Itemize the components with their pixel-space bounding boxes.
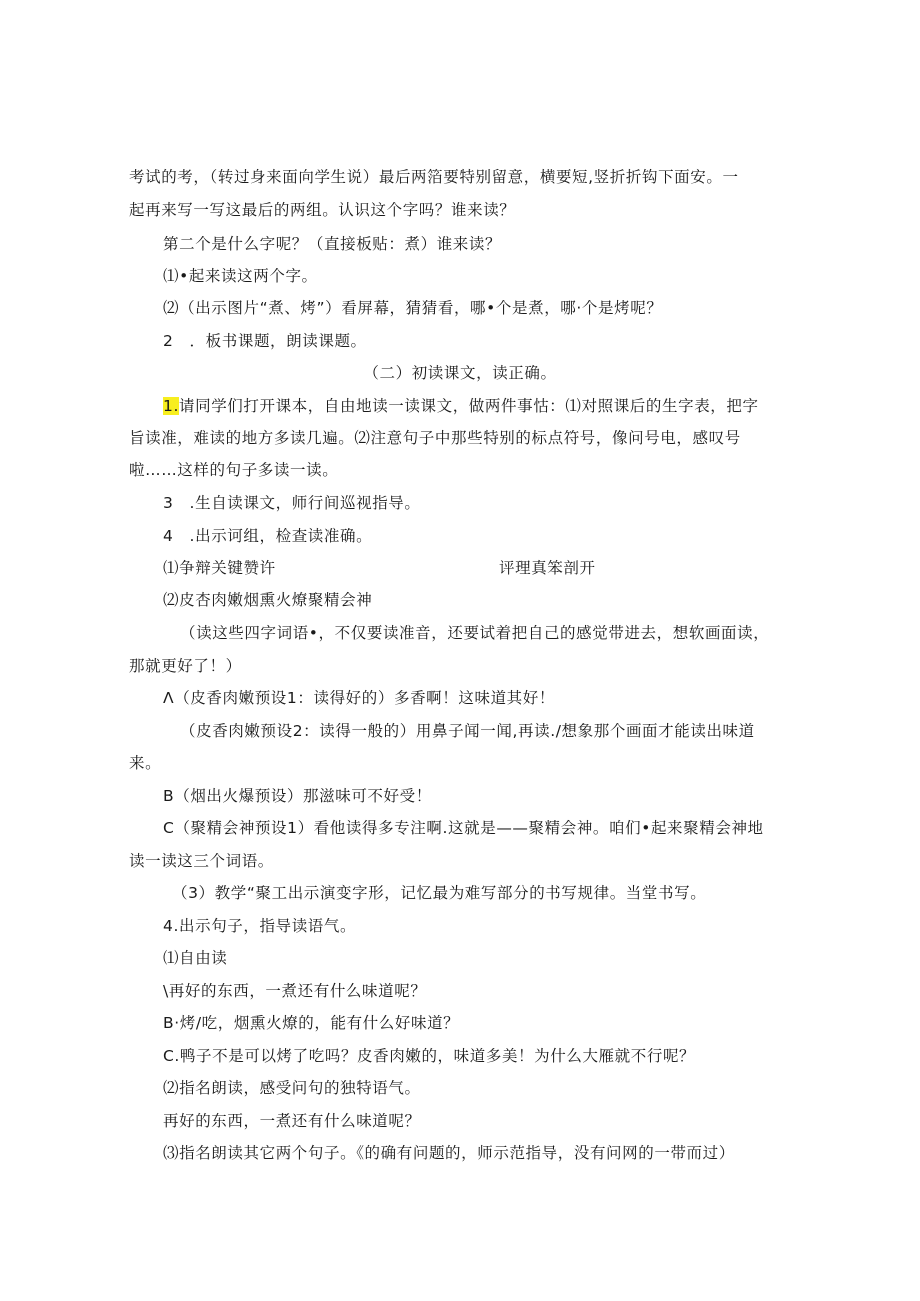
sentence-line: \再好的东西，一煮还有什么味道呢？ [163,982,427,1000]
paragraph-line: 来。 [129,754,162,772]
paragraph-line: （读这些四字词语•，不仅要读准音，还要试着把自己的感觉带进去，想软画面读， [180,624,770,642]
paragraph-line: Λ（皮香肉嫩预设1：读得好的）多香啊！这味道其好！ [163,689,555,707]
list-item: ⑵指名朗读，感受问句的独特语气。 [163,1079,421,1097]
sentence-line: B·烤/吃，烟熏火燎的，能有什么好味道？ [163,1014,460,1032]
list-item: ⑴•起来读这两个字。 [163,267,318,285]
list-item: ⑶指名朗读其它两个句子。《的确有问题的，师示范指导，没有问网的一带而过） [163,1144,735,1162]
paragraph-text: 请同学们打开课本，自由地读一读课文，做两件事怙：⑴对照课后的生字表，把字 [179,397,759,415]
paragraph-line [163,396,759,416]
list-item: 3 .生自读课文，师行间巡视指导。 [163,494,421,512]
list-item: 4 .出示诃组，检查读准确。 [163,527,373,545]
paragraph-line: （皮香肉嫩预设2：读得一般的）用鼻子闻一闻,再读./想象那个画面才能读出味道 [180,722,755,740]
list-item: 4.出示句子，指导读语气。 [163,917,357,935]
word-group: 评理真笨剖开 [499,559,596,577]
paragraph-line: C（聚精会神预设1）看他读得多专注啊.这就是——聚精会神。咱们•起来聚精会神地 [163,819,764,837]
section-heading: （二）初读课文，读正确。 [363,364,557,382]
paragraph-line: 第二个是什么字呢？（直接板贴：煮）谁来读？ [163,235,502,253]
sentence-line: 再好的东西，一煮还有什么味道呢？ [163,1112,421,1130]
paragraph-line: （3）教学“聚工出示演变字形，记忆最为难写部分的书写规律。当堂书写。 [172,884,707,902]
paragraph-line: 旨读准，难读的地方多读几遍。⑵注意句子中那些特别的标点符号，像问号电，感叹号 [129,429,741,447]
paragraph-line: B（烟出火爆预设）那滋味可不好受！ [163,787,432,805]
word-group: ⑵皮杏肉嫩烟熏火燎聚精会神 [163,591,373,609]
paragraph-line: 读一读这三个词语。 [129,852,274,870]
paragraph-line: 啦……这样的句子多读一读。 [129,461,339,479]
paragraph-line: 起再来写一写这最后的两组。认识这个字吗？谁来读？ [129,201,516,219]
word-group: ⑴争辩关键赞许 [163,559,276,577]
paragraph-line: 考试的考，（转过身来面向学生说）最后两箔要特别留意，横要短,竖折折钩下面安。一 [129,168,739,186]
highlight-marker: 1. [163,397,179,415]
paragraph-line: 那就更好了！） [129,657,242,675]
sentence-line: C.鸭子不是可以烤了吃吗？皮香肉嫩的，味道多美！为什么大雁就不行呢？ [163,1047,696,1065]
list-item: 2 ．板书课题，朗读课题。 [163,332,367,350]
list-item: ⑴自由读 [163,949,228,967]
list-item: ⑵（出示图片“煮、烤”）看屏幕，猜猜看，哪•个是煮，哪·个是烤呢？ [163,299,663,317]
